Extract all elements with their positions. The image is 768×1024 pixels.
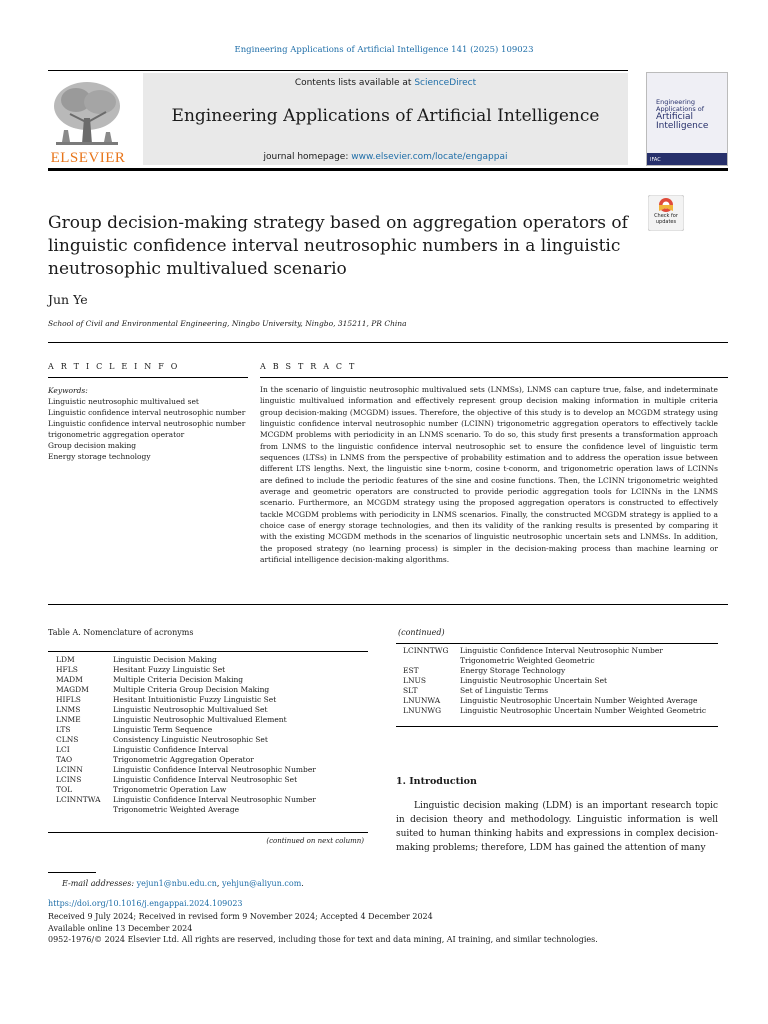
acronym-cell: HIFLS [56, 695, 81, 704]
definition-cell: Energy Storage Technology [460, 666, 566, 675]
keyword-item: Group decision making [48, 441, 137, 450]
definition-cell: Hesitant Fuzzy Linguistic Set [113, 665, 226, 674]
crossmark-label-line: updates [655, 219, 677, 225]
table-continued-bottom-rule [396, 726, 718, 727]
table-row [56, 795, 364, 815]
article-info-heading: A R T I C L E I N F O [48, 362, 180, 371]
definition-cell: Linguistic Term Sequence [113, 725, 213, 734]
check-for-updates-label[interactable] [646, 213, 686, 225]
cover-title-line: Intelligence [656, 121, 709, 131]
intro-heading: 1. Introduction [396, 776, 477, 787]
definition-cell: Linguistic Neutrosophic Uncertain Number Weighted Average [460, 696, 698, 705]
table-row [56, 735, 364, 745]
article-title [48, 212, 628, 281]
table-row [403, 696, 715, 706]
contents-prefix: Contents lists available at [294, 78, 415, 88]
cover-title-line: Engineering Applications of [656, 98, 705, 113]
header-rule-bottom [48, 168, 728, 171]
abstract-rule [260, 377, 728, 378]
email-link-2[interactable]: yehjun@aliyun.com [221, 879, 302, 888]
sciencedirect-link[interactable]: ScienceDirect [414, 78, 477, 88]
journal-cover-thumbnail[interactable] [646, 72, 728, 166]
journal-title: Engineering Applications of Artificial Intelligence [171, 106, 600, 126]
table-row [56, 715, 364, 725]
received-dates: Received 9 July 2024; Received in revised form 9 November 2024; Accepted 4 December 2024 [48, 912, 433, 921]
definition-cell: Multiple Criteria Group Decision Making [113, 685, 270, 694]
table-continued-top-rule [396, 643, 718, 644]
contents-line [143, 78, 628, 88]
acronym-cell: LCINNTWG [403, 646, 449, 655]
author-affiliation: School of Civil and Environmental Engineering, Ningbo University, Ningbo, 315211, PR China [48, 319, 407, 328]
acronym-cell: CLNS [56, 735, 79, 744]
definition-cell: Linguistic Decision Making [113, 655, 217, 664]
acronym-cell: LNUS [403, 676, 427, 685]
table-row [56, 665, 364, 675]
journal-homepage [143, 152, 628, 162]
footnote-rule [48, 872, 96, 873]
email-link-1[interactable]: yejun1@nbu.edu.cn [136, 879, 217, 888]
section-rule [48, 342, 728, 343]
table-row [403, 676, 715, 686]
acronym-cell: LNME [56, 715, 81, 724]
email-end: . [301, 879, 304, 888]
table-row [56, 755, 364, 765]
doi-link[interactable]: https://doi.org/10.1016/j.engappai.2024.109023 [48, 899, 243, 908]
abstract-bottom-rule [48, 604, 728, 605]
cover-title [656, 99, 727, 131]
keywords-block [48, 385, 248, 462]
table-bottom-rule [48, 832, 368, 833]
table-row [403, 666, 715, 676]
definition-cell: Linguistic Confidence Interval [113, 745, 229, 754]
table-row [403, 706, 715, 716]
publisher-name: ELSEVIER [50, 150, 126, 166]
article-title-line: Group decision-making strategy based on aggregation operators of [48, 213, 628, 233]
definition-cell: Trigonometric Operation Law [113, 785, 227, 794]
definition-cell: Linguistic Confidence Interval Neutrosophic Set [113, 775, 298, 784]
table-continued-label: (continued) [398, 628, 445, 637]
definition-cell: Linguistic Confidence Interval Neutrosophic Number Trigonometric Weighted Average [113, 795, 316, 814]
table-row [56, 655, 364, 665]
definition-cell: Consistency Linguistic Neutrosophic Set [113, 735, 268, 744]
article-info-rule [48, 377, 248, 378]
email-label: E-mail addresses: [62, 879, 135, 888]
cover-tag: IFAC [650, 157, 661, 163]
available-online: Available online 13 December 2024 [48, 924, 193, 933]
definition-cell: Linguistic Confidence Interval Neutrosophic Number [113, 765, 316, 774]
definition-cell: Linguistic Neutrosophic Uncertain Number Weighted Geometric [460, 706, 707, 715]
header-rule-top [48, 70, 628, 71]
table-row [56, 785, 364, 795]
definition-cell: Linguistic Neutrosophic Multivalued Set [113, 705, 268, 714]
abstract-heading: A B S T R A C T [260, 362, 357, 371]
table-caption: Table A. Nomenclature of acronyms [48, 628, 194, 637]
table-row [56, 765, 364, 775]
acronym-table [56, 655, 364, 815]
definition-cell: Linguistic Neutrosophic Uncertain Set [460, 676, 608, 685]
definition-cell: Linguistic Neutrosophic Multivalued Element [113, 715, 287, 724]
acronym-cell: LTS [56, 725, 71, 734]
homepage-prefix: journal homepage: [263, 152, 352, 162]
copyright-line: 0952-1976/© 2024 Elsevier Ltd. All rights are reserved, including those for text and data mining, AI training, and similar technologies. [48, 935, 598, 944]
email-separator: , [216, 879, 222, 888]
acronym-cell: MADM [56, 675, 83, 684]
table-row [56, 745, 364, 755]
author-name[interactable]: Jun Ye [48, 292, 88, 307]
crossmark-label-line: Check for [654, 213, 678, 219]
abstract-text: In the scenario of linguistic neutrosophic multivalued sets (LNMSs), LNMS can capture true, false, and indeterminate linguistic multivalued information and effectively represent group decision making information in multiple criteria group decision-making (MCGDM) issues. Therefore, the objective of this study is to develop an MCGDM strategy using linguistic confidence interval neutrosophic number (LCINN) trigonometric aggregation operators to effectively tackle MCGDM problems with periodicity in an LNMS scenario. To do so, this study first presents a transformation approach from LNMS to the linguistic confidence interval neutrosophic set to ensure the confidence level of linguistic term sequences (LTSs) in LNMS from the perspective of probability estimation and to address the operation issue between different LTS lengths. Next, the linguistic sine t-norm, cosine t-conorm, and trigonometric operation laws of LCINNs are defined to include the periodic features of the sine and cosine functions. Then, the LCINN trigonometric weighted average and geometric operators are constructed to provide periodic aggregation tools for LCINNs in the LNMS scenario. Furthermore, an MCGDM strategy using the proposed aggregation operators is constructed to effectively tackle MCGDM problems with periodicity in LNMS scenarios. Finally, the constructed MCGDM strategy is applied to a choice case of energy storage technologies, and then its validity of the ranking results is presented by comparing it with the existing MCGDM methods in the scenarios of linguistic neutrosophic uncertain sets and LNMSs. In addition, the proposed strategy (no learning process) is simpler in the decision-making process than machine learning or artificial intelligence decision-making algorithms. [260, 385, 718, 565]
definition-cell: Set of Linguistic Terms [460, 686, 549, 695]
table-row [403, 686, 715, 696]
table-row [56, 675, 364, 685]
table-top-rule [48, 651, 368, 652]
acronym-cell: LCI [56, 745, 70, 754]
acronym-cell: HFLS [56, 665, 78, 674]
acronym-cell: MAGDM [56, 685, 89, 694]
homepage-link[interactable]: www.elsevier.com/locate/engappai [351, 152, 508, 162]
table-row [403, 646, 715, 666]
keyword-item: Linguistic neutrosophic multivalued set [48, 397, 199, 406]
definition-cell: Trigonometric Aggregation Operator [113, 755, 254, 764]
acronym-cell: SLT [403, 686, 418, 695]
cover-title-line: Artificial [656, 112, 694, 122]
definition-cell: Hesitant Intuitionistic Fuzzy Linguistic Set [113, 695, 277, 704]
acronym-cell: LCINNTWA [56, 795, 101, 804]
keywords-label: Keywords: [48, 386, 88, 395]
intro-text: Linguistic decision making (LDM) is an important research topic in decision theory and methodology. Linguistic information is well suited to human thinking habits and expressions in complex decision-making problems; therefore, LDM has gained the attention of many [396, 801, 718, 853]
table-row [56, 725, 364, 735]
article-title-line: neutrosophic multivalued scenario [48, 259, 347, 279]
definition-cell: Multiple Criteria Decision Making [113, 675, 244, 684]
acronym-cell: LCINN [56, 765, 83, 774]
definition-cell: Linguistic Confidence Interval Neutrosophic Number Trigonometric Weighted Geometric [460, 646, 663, 665]
acronym-cell: LNMS [56, 705, 81, 714]
email-footnote [62, 879, 304, 888]
acronym-cell: LNUNWA [403, 696, 441, 705]
acronym-table-continued [403, 646, 715, 716]
table-row [56, 705, 364, 715]
acronym-cell: TOL [56, 785, 73, 794]
journal-reference[interactable]: Engineering Applications of Artificial Intelligence 141 (2025) 109023 [234, 45, 534, 55]
acronym-cell: TAO [56, 755, 73, 764]
keyword-item: Energy storage technology [48, 452, 151, 461]
table-continued-note: (continued on next column) [266, 837, 364, 845]
acronym-cell: EST [403, 666, 419, 675]
keyword-item: Linguistic confidence interval neutrosophic number [48, 408, 246, 417]
table-row [56, 695, 364, 705]
table-row [56, 775, 364, 785]
acronym-cell: LDM [56, 655, 75, 664]
keyword-item: Linguistic confidence interval neutrosophic number trigonometric aggregation operator [48, 419, 246, 439]
article-title-line: linguistic confidence interval neutrosophic numbers in a linguistic [48, 236, 621, 256]
acronym-cell: LNUNWG [403, 706, 442, 715]
acronym-cell: LCINS [56, 775, 82, 784]
table-row [56, 685, 364, 695]
